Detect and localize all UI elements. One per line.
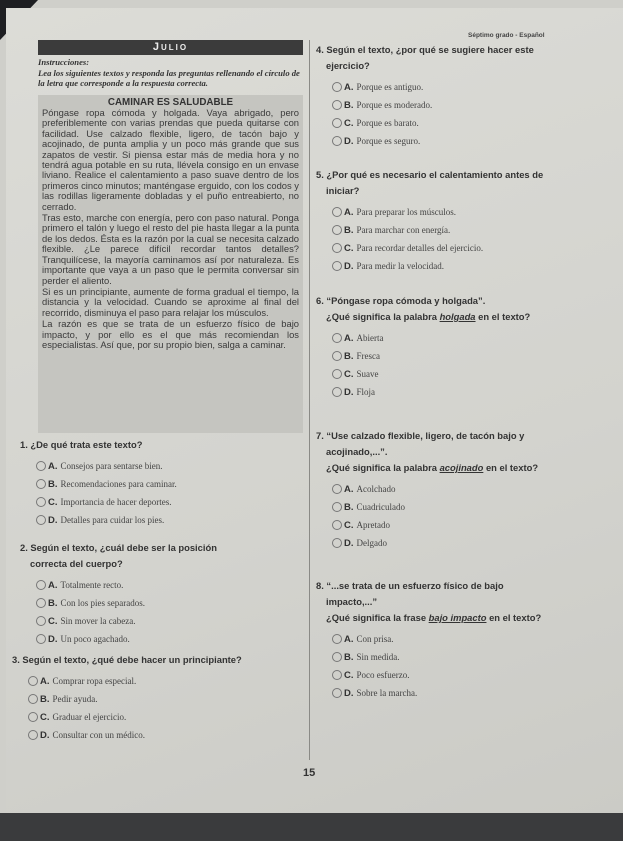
option-text: Totalmente recto. <box>60 580 124 590</box>
question-stem <box>316 578 616 626</box>
option-letter: D. <box>344 386 354 398</box>
option-letter: C. <box>344 669 354 681</box>
underlined-term: bajo impacto <box>428 612 487 623</box>
answer-option[interactable] <box>332 383 616 401</box>
answer-option[interactable] <box>332 96 616 114</box>
underlined-term: holgada <box>439 311 476 322</box>
answer-option[interactable] <box>332 365 616 383</box>
question-stem <box>20 437 310 453</box>
ask-text: ¿Qué significa la palabra <box>326 462 440 473</box>
answer-option[interactable] <box>332 78 616 96</box>
option-text: Fresca <box>356 351 380 361</box>
option-text: Porque es barato. <box>356 118 419 128</box>
radio-circle-icon[interactable] <box>36 461 46 471</box>
option-text: Consultar con un médico. <box>52 730 145 740</box>
answer-option[interactable] <box>28 672 312 690</box>
question-stem <box>316 428 616 476</box>
option-text: Apretado <box>356 520 390 530</box>
question-stem <box>316 293 616 325</box>
option-text: Comprar ropa especial. <box>52 676 137 686</box>
question-6 <box>316 293 616 401</box>
question-text: iniciar? <box>326 185 360 196</box>
question-5 <box>316 167 616 275</box>
answer-option[interactable] <box>36 475 310 493</box>
radio-circle-icon[interactable] <box>36 497 46 507</box>
option-letter: C. <box>40 711 50 723</box>
answer-option[interactable] <box>332 516 616 534</box>
question-text: 6. “Póngase ropa cómoda y holgada”. <box>316 295 486 306</box>
answer-option[interactable] <box>332 329 616 347</box>
option-letter: A. <box>344 633 354 645</box>
option-letter: A. <box>40 675 50 687</box>
option-letter: D. <box>40 729 50 741</box>
answer-option[interactable] <box>28 726 312 744</box>
grade-subject-header: Séptimo grado - Español <box>468 32 545 39</box>
instructions-label: Instrucciones: <box>38 57 90 67</box>
option-text: Floja <box>356 387 376 397</box>
answer-option[interactable] <box>332 203 616 221</box>
answer-option[interactable] <box>332 684 616 702</box>
option-text: Para preparar los músculos. <box>356 207 456 217</box>
question-7 <box>316 428 616 552</box>
question-ask <box>316 460 616 476</box>
option-text: Sin mover la cabeza. <box>60 616 136 626</box>
answer-option[interactable] <box>36 493 310 511</box>
question-text: 7. “Use calzado flexible, ligero, de tacón bajo y <box>316 430 525 441</box>
option-text: Suave <box>356 369 379 379</box>
question-text: impacto,...” <box>326 596 378 607</box>
question-4 <box>316 42 616 150</box>
question-stem <box>316 167 616 199</box>
option-letter: A. <box>344 483 354 495</box>
radio-circle-icon[interactable] <box>332 502 342 512</box>
radio-circle-icon[interactable] <box>332 100 342 110</box>
answer-option[interactable] <box>332 666 616 684</box>
radio-circle-icon[interactable] <box>332 387 342 397</box>
option-letter: C. <box>344 519 354 531</box>
question-stem <box>316 42 616 74</box>
option-text: Para marchar con energía. <box>356 225 451 235</box>
question-text: 4. Según el texto, ¿por qué se sugiere hacer este <box>316 44 534 55</box>
option-letter: C. <box>344 368 354 380</box>
option-text: Con los pies separados. <box>60 598 145 608</box>
option-letter: C. <box>48 496 58 508</box>
option-letter: B. <box>48 478 58 490</box>
option-text: Sin medida. <box>356 652 400 662</box>
radio-circle-icon[interactable] <box>332 538 342 548</box>
radio-circle-icon[interactable] <box>332 520 342 530</box>
question-text: 5. ¿Por qué es necesario el calentamiento antes de <box>316 169 544 180</box>
option-text: Detalles para cuidar los pies. <box>60 515 165 525</box>
option-letter: B. <box>344 224 354 236</box>
month-banner: Julio <box>38 40 303 55</box>
option-text: Porque es antiguo. <box>356 82 424 92</box>
option-letter: D. <box>344 260 354 272</box>
option-text: Importancia de hacer deportes. <box>60 497 172 507</box>
answer-option[interactable] <box>332 114 616 132</box>
option-text: Sobre la marcha. <box>356 688 418 698</box>
answer-option[interactable] <box>36 630 310 648</box>
answer-option[interactable] <box>332 534 616 552</box>
reading-passage <box>38 95 303 433</box>
ask-text: en el texto? <box>483 462 539 473</box>
option-text: Porque es seguro. <box>356 136 421 146</box>
option-text: Con prisa. <box>356 634 394 644</box>
option-letter: A. <box>344 81 354 93</box>
answer-option[interactable] <box>332 498 616 516</box>
option-letter: C. <box>344 242 354 254</box>
radio-circle-icon[interactable] <box>332 634 342 644</box>
answer-option[interactable] <box>28 708 312 726</box>
page-number: 15 <box>303 767 316 779</box>
option-letter: D. <box>344 135 354 147</box>
answer-option[interactable] <box>332 257 616 275</box>
radio-circle-icon[interactable] <box>332 261 342 271</box>
question-3 <box>12 652 312 744</box>
option-text: Para recordar detalles del ejercicio. <box>356 243 484 253</box>
option-letter: B. <box>344 99 354 111</box>
question-stem <box>12 652 312 668</box>
option-text: Poco esfuerzo. <box>356 670 410 680</box>
answer-option[interactable] <box>332 630 616 648</box>
question-text: acojinado,...”. <box>326 446 388 457</box>
option-text: Recomendaciones para caminar. <box>60 479 177 489</box>
option-text: Abierta <box>356 333 384 343</box>
answer-option[interactable] <box>28 690 312 708</box>
option-letter: D. <box>344 687 354 699</box>
passage-paragraph: La razón es que se trata de un esfuerzo físico de bajo impacto, y por ello es el que más recomiendan los especialistas. Así que, por su propio bien, salga a caminar. <box>42 318 299 350</box>
radio-circle-icon[interactable] <box>332 225 342 235</box>
question-ask <box>316 610 616 626</box>
option-text: Para medir la velocidad. <box>356 261 444 271</box>
radio-circle-icon[interactable] <box>28 712 38 722</box>
radio-circle-icon[interactable] <box>36 634 46 644</box>
answer-option[interactable] <box>36 457 310 475</box>
question-stem <box>20 540 310 572</box>
radio-circle-icon[interactable] <box>28 730 38 740</box>
option-text: Delgado <box>356 538 387 548</box>
question-text: ejercicio? <box>326 60 370 71</box>
option-letter: A. <box>344 206 354 218</box>
option-text: Acolchado <box>356 484 396 494</box>
option-letter: A. <box>344 332 354 344</box>
option-letter: B. <box>344 501 354 513</box>
option-text: Cuadriculado <box>356 502 405 512</box>
radio-circle-icon[interactable] <box>36 580 46 590</box>
radio-circle-icon[interactable] <box>332 652 342 662</box>
ask-text: ¿Qué significa la palabra <box>326 311 440 322</box>
question-text: correcta del cuerpo? <box>30 558 123 569</box>
option-letter: B. <box>48 597 58 609</box>
radio-circle-icon[interactable] <box>36 598 46 608</box>
radio-circle-icon[interactable] <box>36 616 46 626</box>
radio-circle-icon[interactable] <box>36 515 46 525</box>
option-text: Graduar el ejercicio. <box>52 712 127 722</box>
question-ask <box>316 309 616 325</box>
question-text: 3. Según el texto, ¿qué debe hacer un principiante? <box>12 654 242 665</box>
question-text: 2. Según el texto, ¿cuál debe ser la posición <box>20 542 217 553</box>
option-text: Un poco agachado. <box>60 634 130 644</box>
option-text: Porque es moderado. <box>356 100 433 110</box>
answer-option[interactable] <box>332 480 616 498</box>
question-text: 8. “...se trata de un esfuerzo físico de bajo <box>316 580 504 591</box>
radio-circle-icon[interactable] <box>332 136 342 146</box>
option-letter: D. <box>48 633 58 645</box>
option-text: Consejos para sentarse bien. <box>60 461 163 471</box>
passage-paragraph: Tras esto, marche con energía, pero con paso natural. Ponga primero el talón y luego el resto del pie hasta llegar a la punta de los dedos. Ésta es la razón por la cual se necesita calzado flexible. ¿Le parece difícil recordar tantos detalles? Tranquilícese, la mayoría caminamos así por naturaleza. Es importante que vaya a un paso que le permita conversar sin perder el aliento. <box>42 212 299 286</box>
radio-circle-icon[interactable] <box>28 676 38 686</box>
radio-circle-icon[interactable] <box>332 351 342 361</box>
option-letter: D. <box>344 537 354 549</box>
radio-circle-icon[interactable] <box>332 688 342 698</box>
option-letter: D. <box>48 514 58 526</box>
answer-option[interactable] <box>36 576 310 594</box>
ask-text: ¿Qué significa la frase <box>326 612 429 623</box>
option-letter: A. <box>48 579 58 591</box>
option-letter: A. <box>48 460 58 472</box>
radio-circle-icon[interactable] <box>28 694 38 704</box>
passage-paragraph: Póngase ropa cómoda y holgada. Vaya abrigado, pero preferiblemente con varias prendas que pueda quitarse con facilidad. Use calzado flexible, ligero, de tacón bajo y acojinado, de punta amplia y un poco más grande que sus zapatos de vestir. Si piensa estar más de media hora y no tendrá agua potable en su ruta, llévela consigo en un envase liviano. Realice el calentamiento a paso suave dentro de los primeros cinco minutos; manténgase erguido, con los codos y las rodillas ligeramente dobladas y el puño entreabierto, no cerrado. <box>42 107 299 212</box>
option-text: Pedir ayuda. <box>52 694 98 704</box>
option-letter: B. <box>40 693 50 705</box>
ask-text: en el texto? <box>486 612 542 623</box>
answer-option[interactable] <box>332 648 616 666</box>
question-text: 1. ¿De qué trata este texto? <box>20 439 143 450</box>
underlined-term: acojinado <box>439 462 484 473</box>
question-1 <box>20 437 310 529</box>
option-letter: B. <box>344 350 354 362</box>
passage-title: CAMINAR ES SALUDABLE <box>107 97 234 108</box>
answer-option[interactable] <box>36 511 310 529</box>
ask-text: en el texto? <box>475 311 531 322</box>
radio-circle-icon[interactable] <box>332 670 342 680</box>
radio-circle-icon[interactable] <box>332 484 342 494</box>
answer-option[interactable] <box>332 347 616 365</box>
radio-circle-icon[interactable] <box>332 243 342 253</box>
option-letter: C. <box>48 615 58 627</box>
answer-option[interactable] <box>36 594 310 612</box>
answer-option[interactable] <box>36 612 310 630</box>
radio-circle-icon[interactable] <box>332 207 342 217</box>
answer-option[interactable] <box>332 132 616 150</box>
question-2 <box>20 540 310 648</box>
question-8 <box>316 578 616 702</box>
instructions-text: Lea los siguientes textos y responda las preguntas rellenando el círculo de la letra que corresponde a la respuesta correcta. <box>38 67 300 88</box>
answer-option[interactable] <box>332 221 616 239</box>
background-dark-edge <box>0 813 623 841</box>
passage-paragraph: Si es un principiante, aumente de forma gradual el tiempo, la distancia y la velocidad. Cuando se aproxime al final del recorrido, disminuya el paso para relajar los músculos. <box>42 285 299 318</box>
radio-circle-icon[interactable] <box>332 333 342 343</box>
radio-circle-icon[interactable] <box>36 479 46 489</box>
option-letter: C. <box>344 117 354 129</box>
option-letter: B. <box>344 651 354 663</box>
instructions <box>38 57 306 89</box>
answer-option[interactable] <box>332 239 616 257</box>
radio-circle-icon[interactable] <box>332 82 342 92</box>
radio-circle-icon[interactable] <box>332 118 342 128</box>
radio-circle-icon[interactable] <box>332 369 342 379</box>
